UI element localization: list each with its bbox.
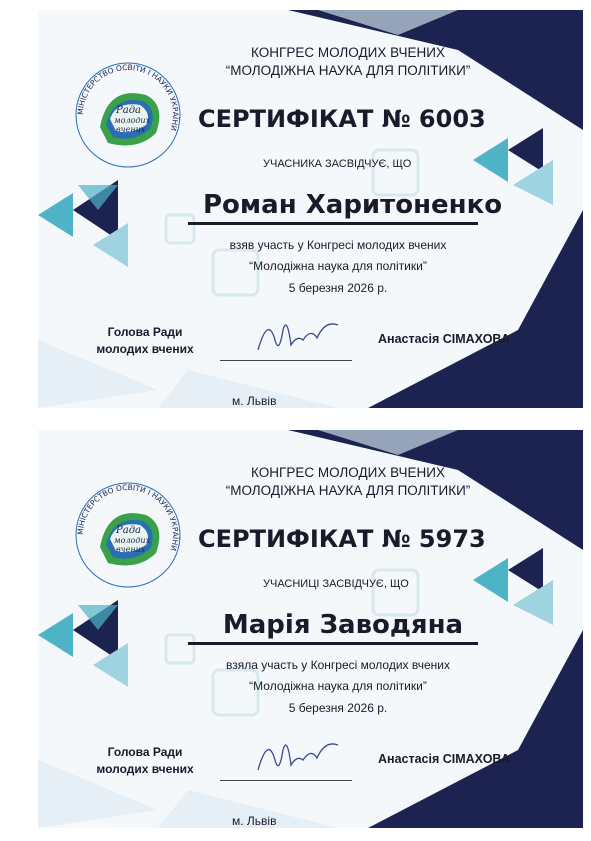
event-name: “Молодіжна наука для політики” (249, 259, 427, 273)
city: м. Львів (232, 394, 277, 408)
event-date: 5 березня 2026 р. (288, 701, 388, 715)
certificate-1 (38, 10, 583, 408)
triangle-icon (508, 128, 543, 172)
congress-line-2: “МОЛОДІЖНА НАУКА ДЛЯ ПОЛІТИКИ” (225, 483, 471, 498)
triangle-icon (508, 548, 543, 592)
logo-text-3: вчених (116, 125, 146, 134)
event-name: “Молодіжна наука для політики” (249, 679, 427, 693)
signatory-name: Анастасія СІМАХОВА (378, 752, 510, 766)
participant-name: Марія Заводяна (222, 610, 464, 640)
name-underline (188, 222, 478, 225)
logo-ring-text: МІНІСТЕРСТВО ОСВІТИ І НАУКИ УКРАЇНИ (75, 62, 181, 132)
name-underline (188, 642, 478, 645)
certificate-2 (38, 430, 583, 828)
participant-name: Роман Харитоненко (203, 190, 503, 220)
participation-text: взяла участь у Конгресі молодих вчених (226, 658, 450, 672)
signature (253, 730, 343, 780)
signature-line (220, 780, 352, 781)
logo-text-2: молодих (114, 536, 151, 545)
congress-line-1: КОНГРЕС МОЛОДИХ ВЧЕНИХ (251, 45, 445, 60)
city: м. Львів (232, 814, 277, 828)
signatory-name: Анастасія СІМАХОВА (378, 332, 510, 346)
logo-ring-text: МІНІСТЕРСТВО ОСВІТИ І НАУКИ УКРАЇНИ (75, 482, 181, 552)
signature-line (220, 360, 352, 361)
certificate-title: СЕРТИФІКАТ № 6003 (198, 105, 486, 133)
head-title-2: молодих вчених (96, 762, 194, 776)
participation-text: взяв участь у Конгресі молодих вчених (229, 238, 447, 252)
head-title-2: молодих вчених (96, 342, 194, 356)
logo-text-2: молодих (114, 116, 151, 125)
event-date: 5 березня 2026 р. (288, 281, 388, 295)
council-logo (68, 55, 188, 175)
congress-line-1: КОНГРЕС МОЛОДИХ ВЧЕНИХ (251, 465, 445, 480)
head-title-1: Голова Ради (107, 745, 183, 759)
logo-text-1: Рада (116, 105, 141, 116)
certifies-text: УЧАСНИКА ЗАСВІДЧУЄ, ЩО (263, 158, 412, 170)
signature (253, 310, 343, 360)
congress-line-2: “МОЛОДІЖНА НАУКА ДЛЯ ПОЛІТИКИ” (225, 63, 471, 78)
certificate-title: СЕРТИФІКАТ № 5973 (198, 525, 486, 553)
council-logo (68, 475, 188, 595)
certifies-text: УЧАСНИЦІ ЗАСВІДЧУЄ, ЩО (263, 578, 409, 590)
logo-text-1: Рада (116, 525, 141, 536)
head-title-1: Голова Ради (107, 325, 183, 339)
logo-text-3: вчених (116, 545, 146, 554)
